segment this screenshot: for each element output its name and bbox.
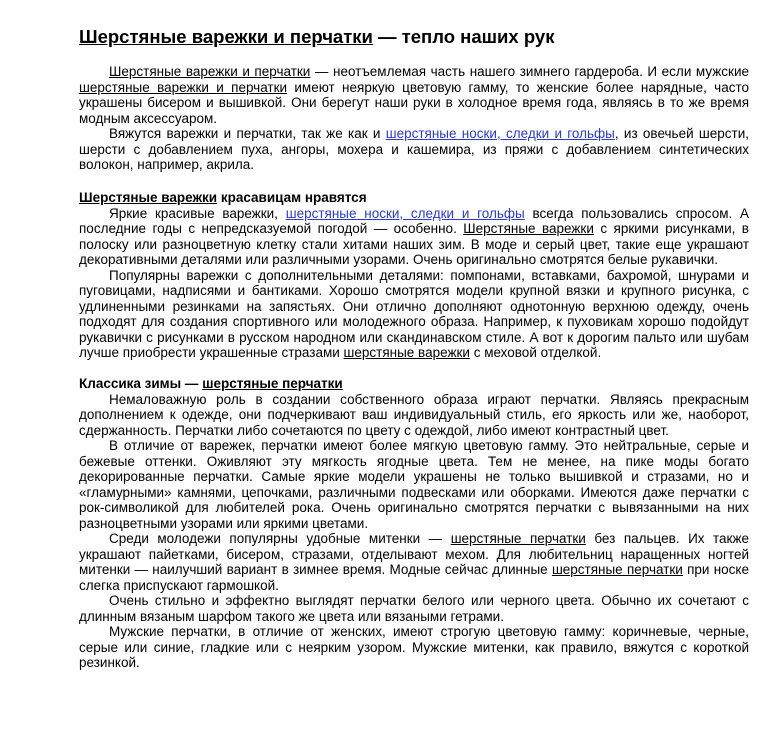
spacer <box>79 361 749 376</box>
section1-heading <box>79 190 749 206</box>
section1-paragraph-2 <box>79 268 749 361</box>
internal-link[interactable]: Шерстяные варежки <box>79 189 218 205</box>
text-run: с яркими рисунками, в полоску или разноцветную клетку стали хитами наших зим. В моде и серый цвет, такие еще украшают декоративными деталями или различными узорами. Очень оригинально смотрятся белые рукавички. <box>79 221 749 267</box>
text-run: Яркие красивые варежки, <box>109 205 286 221</box>
text-run: с меховой отделкой. <box>469 345 602 360</box>
internal-link[interactable]: шерстяные перчатки <box>450 531 586 546</box>
section2-paragraph-1 <box>79 392 749 439</box>
text-run: В отличие от варежек, перчатки имеют более мягкую цветовую гамму. Это нейтральные, серые и бежевые оттенки. Оживляют эту мягкость ягодные цвета. Тем не менее, на пике моды богато декорированные перчатки. Самые яркие модели украшены не только вышивкой и стразами, но и «гламурными» камнями, цепочками, различными подвесками или оборками. Имеются даже перчатки с рок-символикой для любителей рока. Очень оригинально смотрятся перчатки с вывязанными на них разноцветными узорами или яркими цветами. <box>79 438 749 531</box>
article <box>79 24 749 671</box>
text-run: Среди молодежи популярны удобные митенки — <box>109 531 451 546</box>
internal-link[interactable]: шерстяные перчатки <box>551 562 683 577</box>
internal-link[interactable]: шерстяные варежки и перчатки <box>79 79 288 95</box>
internal-link[interactable]: шерстяные варежки <box>343 345 470 360</box>
text-run: Классика зимы — <box>79 375 203 391</box>
hyperlink[interactable]: шерстяные носки, следки и гольфы <box>385 126 615 141</box>
internal-link[interactable]: шерстяные перчатки <box>202 375 343 391</box>
text-run: без пальцев. Их также украшают пайетками, бисером, стразами, отделывают мехом. Для любительниц наращенных ногтей митенки — наилучший вариант в зимнее время. Модные сейчас длинные <box>79 531 749 577</box>
text-run: Популярны варежки с дополнительными деталями: помпонами, вставками, бахромой, шнурами и пуговицами, надписями и бантиками. Хорошо смотрятся модели крупной вязки и крупного рисунка, с удлиненными резинками на запястьях. Они отлично дополняют однотонную верхнюю одежду, очень подходят для создания спортивного или молодежного образа. Например, к пуховикам хорошо подойдут рукавички с рисунками в русском народном или скандинавском стиле. А вот к дорогим пальто или шубам лучше приобрести украшенные стразами <box>79 267 749 360</box>
text-run: красавицам нравятся <box>217 189 367 205</box>
intro-paragraph-2 <box>79 126 749 173</box>
title-rest: — тепло наших рук <box>372 26 555 47</box>
section2-heading <box>79 376 749 392</box>
text-run: — неотъемлемая часть нашего зимнего гардероба. И если мужские <box>310 64 749 79</box>
text-run: Очень стильно и эффектно выглядят перчатки белого или черного цвета. Обычно их сочетают с длинным вязаным шарфом такого же цвета или вязаными гетрами. <box>79 593 749 624</box>
section2-paragraph-2 <box>79 438 749 531</box>
section2-paragraph-5 <box>79 624 749 671</box>
page-title <box>79 24 749 50</box>
section1-paragraph-1 <box>79 206 749 268</box>
hyperlink[interactable]: шерстяные носки, следки и гольфы <box>285 205 525 221</box>
internal-link[interactable]: Шерстяные варежки и перчатки <box>109 64 311 79</box>
text-run: , из овечьей шерсти, шерсти с добавлением пуха, ангоры, мохера и кашемира, из пряжи с добавлением синтетических волокон, например, акрила. <box>79 126 749 172</box>
text-run: Мужские перчатки, в отличие от женских, имеют строгую цветовую гамму: коричневые, черные, серые или синие, гладкие или с неярким узором. Мужские митенки, как правило, вяжутся с короткой резинкой. <box>79 624 749 670</box>
text-run: всегда пользовались спросом. А последние годы с непредсказуемой погодой — особенно. <box>79 205 750 236</box>
title-link[interactable]: Шерстяные варежки и перчатки <box>79 26 373 47</box>
internal-link[interactable]: Шерстяные варежки <box>463 221 594 236</box>
text-run: при носке слегка приспускают гармошкой. <box>79 562 750 593</box>
section2-paragraph-4 <box>79 593 749 624</box>
intro-paragraph-1 <box>79 64 749 126</box>
spacer <box>79 173 749 190</box>
text-run: имеют неяркую цветовую гамму, то женские более нарядные, часто украшены бисером и вышивкой. Они берегут наши руки в холодное время года, являясь в то же время модным аксессуаром. <box>79 79 749 126</box>
text-run: Немаловажную роль в создании собственного образа играют перчатки. Являясь прекрасным дополнением к одежде, они подчеркивают ваш индивидуальный стиль, его яркость или же, наоборот, сдержанность. Перчатки либо сочетаются по цвету с одеждой, либо имеют контрастный цвет. <box>79 391 749 438</box>
section2-paragraph-3 <box>79 531 749 593</box>
text-run: Вяжутся варежки и перчатки, так же как и <box>109 126 386 141</box>
